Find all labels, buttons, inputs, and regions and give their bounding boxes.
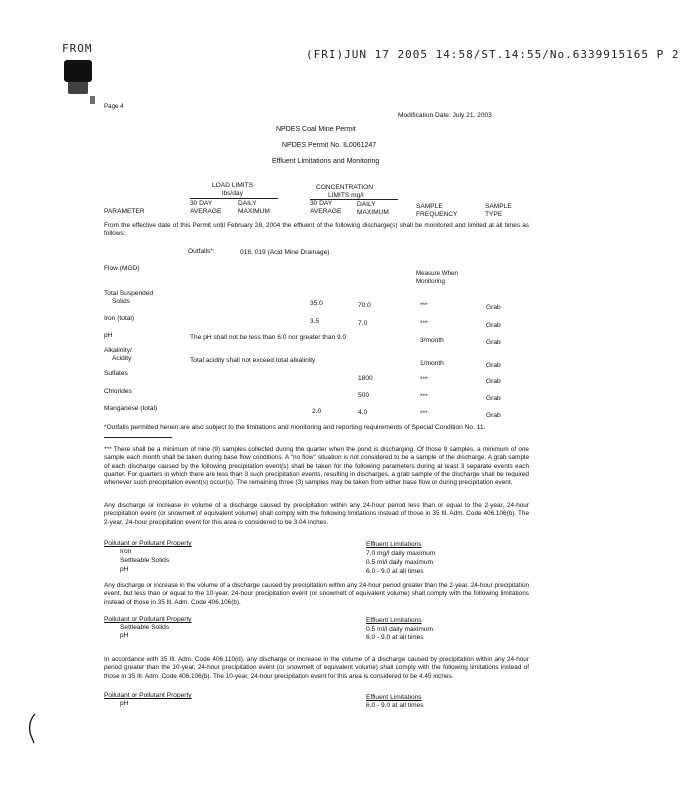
header-conc-daily: DAILY bbox=[357, 201, 376, 208]
row-type: Grab bbox=[486, 339, 501, 346]
row-max: 500 bbox=[358, 392, 370, 399]
row-parameter: pH bbox=[104, 332, 113, 339]
header-type-type: TYPE bbox=[485, 211, 503, 218]
row-parameter-2: Acidity bbox=[112, 355, 132, 362]
row-frequency: *** bbox=[420, 410, 428, 417]
fax-transmission-header: (FRI)JUN 17 2005 14:58/ST.14:55/No.6339915165 P 2 bbox=[306, 48, 680, 61]
block-item-left: pH bbox=[120, 700, 129, 707]
header-conc-30day: 30 DAY bbox=[310, 200, 333, 207]
block-left-title: Pollutant or Pollutant Property bbox=[104, 616, 192, 623]
outfalls-label: Outfalls*: bbox=[188, 248, 215, 255]
scan-artifact bbox=[26, 712, 40, 746]
row-type: Grab bbox=[486, 322, 501, 329]
block-item-left: Iron bbox=[120, 548, 132, 555]
header-type-sample: SAMPLE bbox=[485, 203, 512, 210]
block-item-left: Settleable Solids bbox=[120, 557, 170, 564]
row-parameter: Manganese (total) bbox=[104, 405, 158, 412]
paragraph-2yr-event: Any discharge or increase in volume of a discharge caused by precipitation within any 24-hour period less than or equal to the 2-year, 24-hour precipitation event (or snowmelt of equivalent volume) shall comply with the following limitations instead of those in 35 Ill. Adm. Code 406.106(b). The 2-year, 24-hour precipitation event for this area is considered to be 3.04 inches. bbox=[104, 502, 529, 526]
row-parameter: Chlorides bbox=[104, 388, 132, 395]
row-frequency: 3/month bbox=[420, 337, 444, 344]
block-item-left: pH bbox=[120, 632, 129, 639]
block-right-title: Effluent Limitations bbox=[366, 694, 422, 701]
row-frequency: 1/month bbox=[420, 360, 444, 367]
footnote-sampling: *** There shall be a minimum of nine (9) samples collected during the quarter when the pond is discharging. Of those 9 samples, a minimum of one sample each month shall be taken during base flow conditions. A "no flow" situation is not considered to be a sample of the discharge. A grab sample of each discharge caused by the following precipitation event(s) shall be taken for the following parameters during at least 3 separate events each quarter. For quarters in which there are less than 3 such precipitation events, resulting in discharges, a grab sample of the discharge shall be required whenever such precipitation event(s) occur(s). The remaining three (3) samples may be taken from either base flow or during precipitation event. bbox=[104, 446, 529, 487]
modification-date: Modification Date: July 21, 2003 bbox=[398, 112, 492, 119]
scan-artifact bbox=[64, 60, 92, 82]
block-item-right: 7.0 mg/l daily maximum bbox=[366, 550, 436, 557]
row-frequency: *** bbox=[420, 320, 428, 327]
row-parameter-2: Solids bbox=[112, 298, 130, 305]
header-load-maximum: MAXIMUM bbox=[238, 208, 270, 215]
row-avg: 2.0 bbox=[312, 408, 322, 415]
block-left-title: Pollutant or Pollutant Property bbox=[104, 692, 192, 699]
row-max: 4.0 bbox=[358, 409, 368, 416]
header-conc-maximum: MAXIMUM bbox=[357, 209, 389, 216]
row-type: Grab bbox=[486, 362, 501, 369]
header-conc-limits: CONCENTRATION bbox=[316, 184, 374, 191]
title-permit-number: NPDES Permit No. IL0061247 bbox=[282, 142, 377, 149]
row-avg: 35.0 bbox=[310, 300, 323, 307]
row-parameter: Total Suspended bbox=[104, 290, 154, 297]
paragraph-over-10yr-event: In accordance with 35 Ill. Adm. Code 406.110(d), any discharge or increase in the volume of a discharge caused by precipitation within any 24-hour period greater than the 10-year, 24-hour precipitation event (or snowmelt of equivalent volume) shall comply with the following limitations instead of those in 35 Ill. Adm. Code 406.106(b). The 10-year, 24-hour precipitation event for this area is considered to be 4.45 inches. bbox=[104, 656, 529, 680]
title-effluent: Effluent Limitations and Monitoring bbox=[272, 158, 380, 165]
row-max: 70.0 bbox=[358, 302, 371, 309]
row-frequency: *** bbox=[420, 376, 428, 383]
header-freq-frequency: FREQUENCY bbox=[416, 211, 458, 218]
row-parameter: Flow (MGD) bbox=[104, 265, 140, 272]
row-frequency: Measure When bbox=[416, 270, 458, 277]
paragraph-10yr-event: Any discharge or increase in the volume of a discharge caused by precipitation within any 24-hour period greater than the 2-year, 24-hour precipitation event, but less than or equal to the 10-year, 24-hour precipitation event (or snowmelt of equivalent volume) shall comply with the following limitations instead of those in 35 Ill. Adm. Code 406.106(b). bbox=[104, 582, 529, 606]
header-parameter: PARAMETER bbox=[104, 208, 145, 215]
row-avg: 3.5 bbox=[310, 318, 320, 325]
header-load-average: AVERAGE bbox=[190, 208, 222, 215]
row-frequency-2: Monitoring bbox=[416, 278, 445, 285]
block-left-title: Pollutant or Pollutant Property bbox=[104, 540, 192, 547]
footnote-outfalls: *Outfalls permitted herein are also subject to the limitations and monitoring and reporting requirements of Special Condition No. 11. bbox=[104, 424, 486, 431]
header-load-units: lbs/day bbox=[222, 190, 243, 197]
block-item-right: 6.0 - 9.0 at all times bbox=[366, 568, 424, 575]
fax-from-label: FROM bbox=[62, 42, 93, 55]
block-item-right: 6.0 - 9.0 at all times bbox=[366, 702, 424, 709]
footnote-rule bbox=[104, 437, 172, 438]
row-frequency: *** bbox=[420, 302, 428, 309]
row-type: Grab bbox=[486, 378, 501, 385]
header-conc-average: AVERAGE bbox=[310, 208, 342, 215]
block-item-right: 0.5 ml/l daily maximum bbox=[366, 559, 434, 566]
scan-artifact bbox=[68, 80, 88, 94]
row-parameter: Alkalinity/ bbox=[104, 347, 132, 354]
row-type: Grab bbox=[486, 304, 501, 311]
block-item-right: 0.5 ml/l daily maximum bbox=[366, 626, 434, 633]
row-parameter: Sulfates bbox=[104, 370, 128, 377]
row-frequency: *** bbox=[420, 393, 428, 400]
block-item-left: pH bbox=[120, 566, 129, 573]
row-note: Total acidity shall not exceed total alkalinity bbox=[190, 357, 316, 364]
page-label: Page 4 bbox=[104, 103, 124, 110]
block-item-left: Settleable Solids bbox=[120, 624, 170, 631]
block-right-title: Effluent Limitations bbox=[366, 617, 422, 624]
row-note: The pH shall not be less than 6.0 nor greater than 9.0 bbox=[190, 334, 347, 341]
row-type: Grab bbox=[486, 412, 501, 419]
scan-artifact bbox=[90, 96, 95, 104]
row-max: 1800 bbox=[358, 375, 373, 382]
row-max: 7.0 bbox=[358, 320, 368, 327]
header-load-daily: DAILY bbox=[238, 200, 257, 207]
outfalls-value: 018, 019 (Acid Mine Drainage) bbox=[240, 249, 330, 256]
title-permit-type: NPDES Coal Mine Permit bbox=[276, 126, 356, 133]
header-freq-sample: SAMPLE bbox=[416, 203, 443, 210]
row-parameter: Iron (total) bbox=[104, 315, 135, 322]
header-load-limits: LOAD LIMITS bbox=[212, 182, 254, 189]
block-right-title: Effluent Limitations bbox=[366, 541, 422, 548]
intro-text: From the effective date of this Permit until February 28, 2004 the effluent of the following discharge(s) shall be monitored and limited at all times as follows: bbox=[104, 222, 529, 238]
header-conc-units: LIMITS mg/l bbox=[328, 192, 364, 199]
row-type: Grab bbox=[486, 395, 501, 402]
block-item-right: 6.0 - 9.0 at all times bbox=[366, 634, 424, 641]
header-load-30day: 30 DAY bbox=[190, 200, 213, 207]
